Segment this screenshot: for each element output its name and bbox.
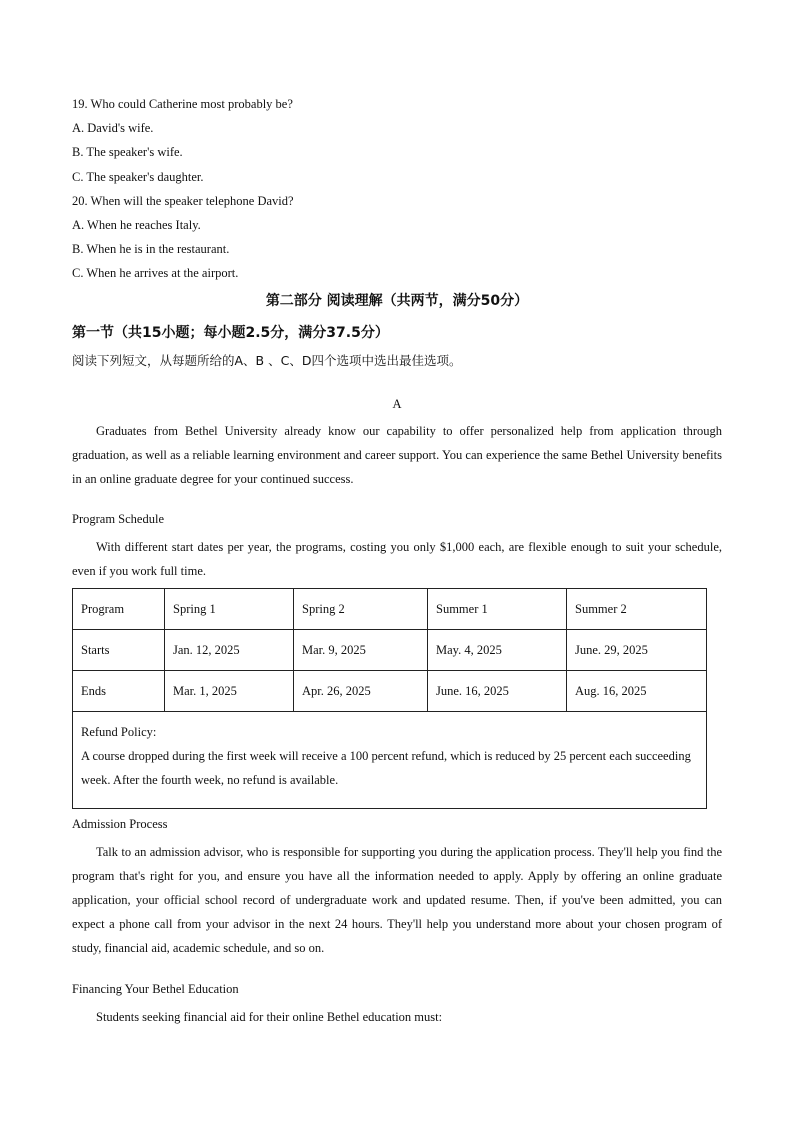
table-cell: June. 16, 2025: [428, 671, 567, 712]
admission-heading: Admission Process: [72, 817, 168, 831]
table-cell: Summer 1: [428, 589, 567, 630]
table-cell: June. 29, 2025: [567, 630, 707, 671]
section-title: 第一节（共15小题；每小题2.5分，满分37.5分）: [72, 325, 389, 341]
table-cell: Starts: [73, 630, 165, 671]
financing-text: Students seeking financial aid for their online Bethel education must:: [96, 1010, 443, 1024]
program-schedule-table: [72, 588, 707, 809]
table-cell: Program: [73, 589, 165, 630]
schedule-text: With different start dates per year, the programs, costing you only $1,000 each, are flexible enough to suit your schedule, even if you work full time.: [72, 540, 722, 578]
table-cell: Spring 2: [294, 589, 428, 630]
admission-text: Talk to an admission advisor, who is responsible for supporting you during the application process. They'll help you find the program that's right for you, and ensure you have all the information needed to apply. Apply by offering an online graduate application, your official school record of undergraduate work and updated resume. Then, if you've been admitted, you can expect a phone call from your advisor in the next 24 hours. They'll help you understand more about your chosen program of study, financial aid, academic schedule, and so on.: [72, 845, 722, 955]
table-cell: Mar. 1, 2025: [165, 671, 294, 712]
q20-option-a: A. When he reaches Italy.: [72, 218, 201, 232]
table-cell: Mar. 9, 2025: [294, 630, 428, 671]
admission-paragraph: [72, 840, 722, 960]
table-cell: Spring 1: [165, 589, 294, 630]
refund-policy-cell: [73, 712, 707, 809]
q19-option-a: A. David's wife.: [72, 121, 154, 135]
table-cell: Summer 2: [567, 589, 707, 630]
intro-paragraph: [72, 419, 722, 491]
table-cell: May. 4, 2025: [428, 630, 567, 671]
refund-policy-title: Refund Policy:: [81, 725, 157, 739]
table-row-starts: [73, 630, 707, 671]
schedule-paragraph: [72, 535, 722, 583]
table-cell: Jan. 12, 2025: [165, 630, 294, 671]
intro-text: Graduates from Bethel University already know our capability to offer personalized help from application through graduation, as well as a reliable learning environment and career support. You can experience the same Bethel University benefits in an online graduate degree for your continued success.: [72, 424, 722, 486]
question-19: 19. Who could Catherine most probably be?: [72, 97, 293, 111]
part-title: 第二部分 阅读理解（共两节，满分50分）: [265, 293, 529, 309]
financing-paragraph: [72, 1005, 722, 1029]
table-header-row: [73, 589, 707, 630]
instruction: 阅读下列短文，从每题所给的A、B 、C、D四个选项中选出最佳选项。: [72, 353, 462, 368]
table-cell: Ends: [73, 671, 165, 712]
table-cell: Aug. 16, 2025: [567, 671, 707, 712]
question-20: 20. When will the speaker telephone David?: [72, 194, 294, 208]
table-cell: Apr. 26, 2025: [294, 671, 428, 712]
q19-option-b: B. The speaker's wife.: [72, 145, 183, 159]
q20-option-b: B. When he is in the restaurant.: [72, 242, 230, 256]
q20-option-c: C. When he arrives at the airport.: [72, 266, 239, 280]
q19-option-c: C. The speaker's daughter.: [72, 170, 204, 184]
passage-letter: A: [392, 397, 402, 411]
financing-heading: Financing Your Bethel Education: [72, 982, 239, 996]
table-row-ends: [73, 671, 707, 712]
table-row-refund: [73, 712, 707, 809]
schedule-heading: Program Schedule: [72, 512, 164, 526]
refund-policy-text: A course dropped during the first week will receive a 100 percent refund, which is reduced by 25 percent each succeeding week. After the fourth week, no refund is available.: [81, 749, 691, 787]
